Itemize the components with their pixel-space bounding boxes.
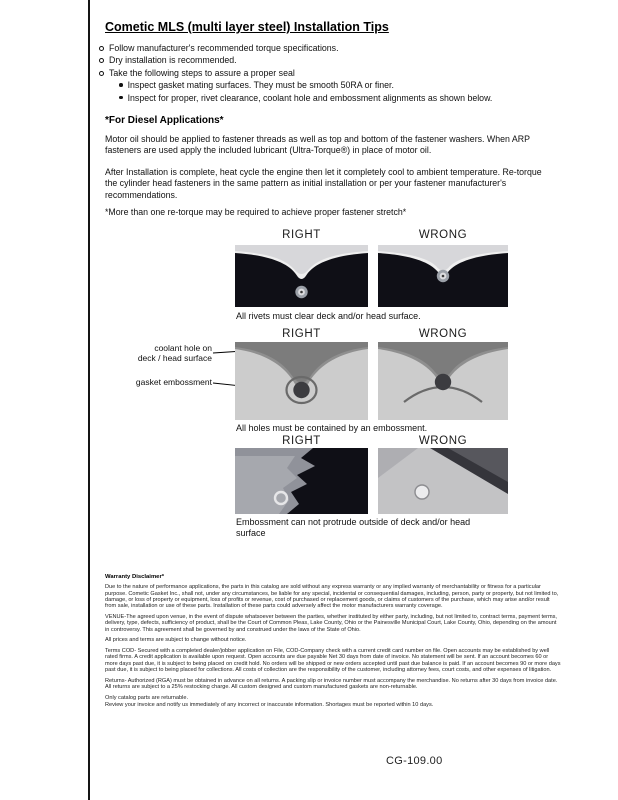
- disclaimer-paragraph: Returns- Authorized (RGA) must be obtained in advance on all returns. A packing slip or invoice number must accompany the merchandise. No returns after 30 days from invoice date. All returns are subject to a 25% restocking charge. All custom designed and custom manufactured gaskets are non-returnable.: [105, 677, 558, 691]
- catalog-page-code: CG-109.00: [386, 755, 443, 767]
- tip-text: Dry installation is recommended.: [109, 55, 237, 66]
- wrong-heading-row1: WRONG: [418, 229, 468, 241]
- hollow-bullet-icon: [99, 71, 104, 76]
- caption-rivets: All rivets must clear deck and/or head surface.: [236, 311, 421, 321]
- diagram-rivet-right: [235, 245, 368, 307]
- hollow-bullet-icon: [99, 58, 104, 63]
- wrong-heading-row2: WRONG: [418, 328, 468, 340]
- disclaimer-paragraph: Only catalog parts are returnable.: [105, 694, 189, 701]
- list-item: [119, 93, 549, 103]
- disclaimer-paragraph: Terms COD- Secured with a completed dealer/jobber application on File, COD-Company check with a current credit card number on file. Open accounts may be established by well rated firms. A credit application is available upon request. Open accounts are due payable Net 30 days from date of invoice. No statement will be sent. If an account becomes 60 or more days past due, it is subject to being placed on credit hold. No orders will be shipped or new orders accepted until past due balance is paid. If an account becomes 90 or more days past due, it is subject to being placed for collections. All costs of collection are the responsibility of the customer, including attorney fees, court costs, and other expenses of litigation.: [105, 648, 561, 674]
- diagram-rivet-wrong: [378, 245, 508, 307]
- bullet-icon: [119, 96, 123, 100]
- caption-holes: All holes must be contained by an embossment.: [236, 423, 428, 433]
- diagram-embossment-wrong: [378, 342, 508, 420]
- label-line: deck / head surface: [137, 352, 212, 363]
- paragraph-note: *More than one re-torque may be required to achieve proper fastener stretch*: [105, 207, 407, 217]
- label-gasket-embossment: gasket embossment: [135, 377, 212, 387]
- list-item: [99, 43, 549, 53]
- diagram-protrude-right: [235, 448, 368, 514]
- tip-text: Inspect gasket mating surfaces. They must be smooth 50RA or finer.: [127, 80, 394, 91]
- label-coolant-hole: [100, 344, 212, 363]
- paragraph-oil: Motor oil should be applied to fastener threads as well as top and bottom of the fastener washers. When ARP fasteners are used apply the included lubricant (Ultra-Torque®) in place of motor oil.: [105, 134, 530, 156]
- diagram-embossment-right: [235, 342, 368, 420]
- right-heading-row1: RIGHT: [282, 229, 321, 241]
- list-item: [99, 68, 549, 78]
- disclaimer-paragraph: Review your invoice and notify us immediately of any incorrect or inaccurate information. Shortages must be reported within 10 days.: [105, 701, 434, 708]
- warranty-disclaimer: [105, 574, 561, 713]
- list-item: [99, 55, 549, 65]
- wrong-heading-row3: WRONG: [418, 435, 468, 447]
- right-heading-row3: RIGHT: [282, 435, 321, 447]
- disclaimer-heading: Warranty Disclaimer*: [105, 574, 165, 580]
- disclaimer-paragraph: Due to the nature of performance applications, the parts in this catalog are sold without any express warranty or any implied warranty of merchantability or fitness for a particular purpose. Cometic Gasket Inc., shall not, under any circumstances, be liable for any special, incidental or consequential damages, including, person, party or property, but not limited to, damage, or loss of property or equipment, loss of profits or revenue, cost of purchased or replacement goods, or claims of customers of the purchase, which may arise and/or result from sale, installation or use of these parts. Installation of these parts could adversely affect the motor manufacturers warranty coverage.: [105, 584, 559, 610]
- tip-text: Follow manufacturer's recommended torque specifications.: [109, 43, 339, 53]
- list-item: [119, 80, 549, 90]
- right-heading-row2: RIGHT: [282, 328, 321, 340]
- tip-text: Take the following steps to assure a proper seal: [109, 67, 295, 78]
- page-title: Cometic MLS (multi layer steel) Installation Tips: [105, 20, 389, 34]
- tip-text: Inspect for proper, rivet clearance, coolant hole and embossment alignments as shown below.: [127, 92, 493, 103]
- hollow-bullet-icon: [99, 46, 104, 51]
- disclaimer-paragraph: All prices and terms are subject to change without notice.: [105, 637, 247, 644]
- label-line: coolant hole on: [154, 343, 212, 353]
- page-left-border: [88, 0, 90, 800]
- diesel-heading: *For Diesel Applications*: [105, 115, 224, 126]
- bullet-icon: [119, 83, 123, 87]
- diagram-protrude-wrong: [378, 448, 508, 514]
- disclaimer-paragraph: VENUE-The agreed upon venue, in the event of dispute whatsoever between the parties, whether instituted by either party, including, but not limited to, contract terms, payment terms, delivery, type, defects, sufficiency of product, shall be the Court of Common Pleas, Lake County, Ohio or the Painesville Municipal Court, Lake County, Ohio, depending on the amount in controversy. This agreement shall be governed by and construed under the laws of the State of Ohio.: [105, 613, 557, 633]
- paragraph-retorque: After Installation is complete, heat cycle the engine then let it completely cool to ambient temperature. Re-torque the cylinder head fasteners in the same pattern as initial installation or per your fastener manufacturer's recommendations.: [105, 167, 542, 200]
- caption-protrude: Embossment can not protrude outside of deck and/or head surface: [236, 517, 471, 538]
- tips-list: [99, 43, 549, 105]
